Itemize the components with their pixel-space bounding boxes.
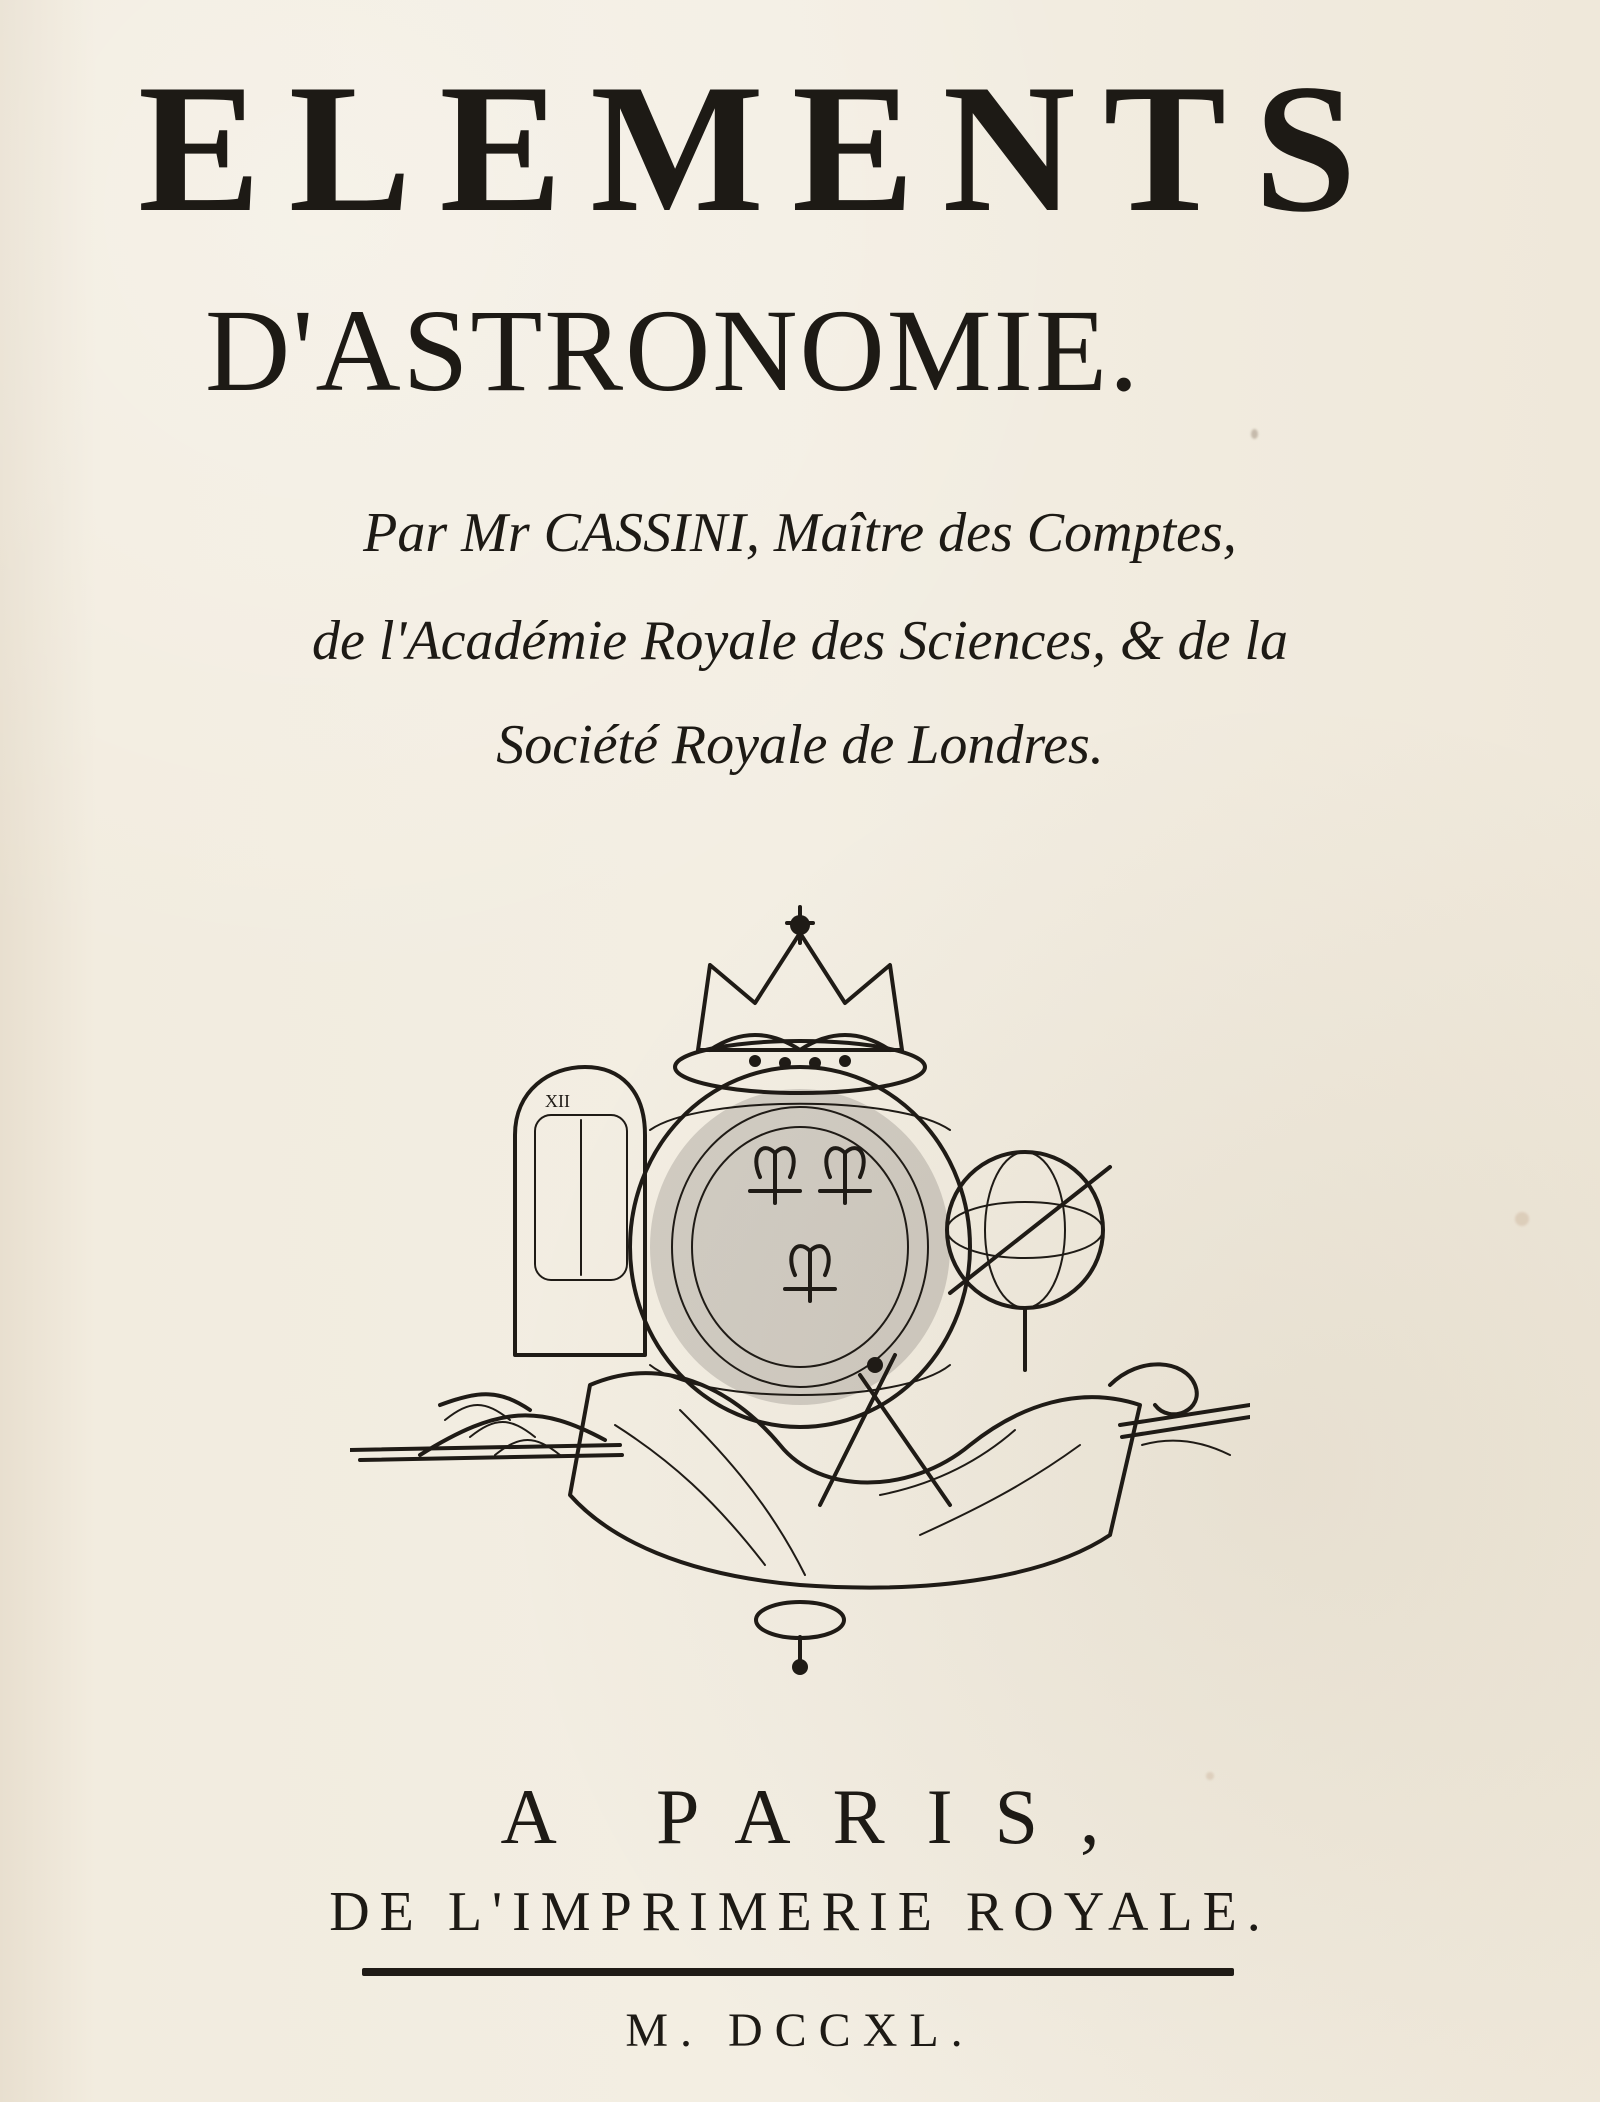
svg-text:XII: XII bbox=[545, 1091, 570, 1111]
royal-emblem bbox=[350, 885, 1250, 1675]
divider-rule bbox=[362, 1968, 1234, 1976]
subtitle: D'ASTRONOMIE. bbox=[205, 285, 1141, 416]
emblem-illustration bbox=[350, 885, 1250, 1675]
main-title: ELEMENTS bbox=[138, 46, 1385, 250]
foxing-spot bbox=[1251, 429, 1258, 439]
imprint-city: A PARIS, bbox=[500, 1773, 1142, 1860]
author-line-3: Société Royale de Londres. bbox=[496, 714, 1104, 776]
imprint-printer: DE L'IMPRIMERIE ROYALE. bbox=[329, 1881, 1271, 1943]
author-line-1: Par Mr CASSINI, Maître des Comptes, bbox=[363, 502, 1237, 564]
foxing-spot bbox=[1515, 1212, 1529, 1226]
author-line-2: de l'Académie Royale des Sciences, & de la bbox=[311, 610, 1289, 672]
telescope-icon bbox=[350, 1405, 1250, 1460]
imprint-year: M. DCCXL. bbox=[625, 2004, 975, 2057]
sundial-icon bbox=[515, 1067, 645, 1355]
